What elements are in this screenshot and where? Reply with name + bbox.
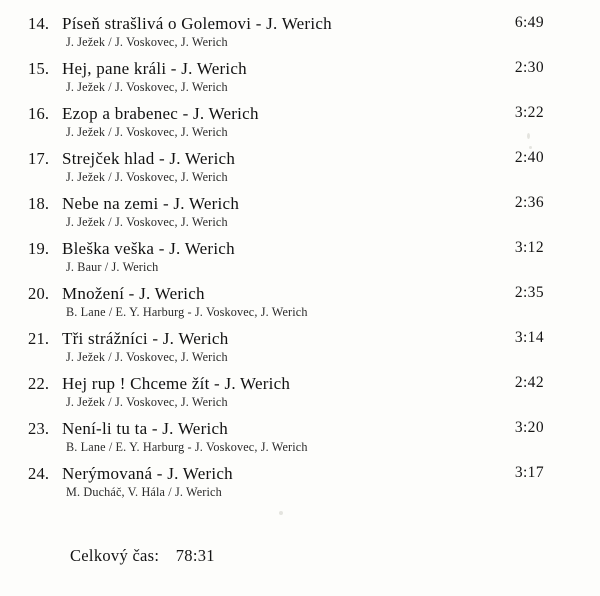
- track-number: 14.: [28, 14, 50, 33]
- track-number: 17.: [28, 149, 50, 168]
- track-number: 19.: [28, 239, 50, 258]
- track-duration: 3:12: [514, 239, 544, 256]
- track-title: Tři strážníci - J. Werich: [62, 329, 229, 348]
- list-item: [0, 104, 600, 140]
- list-item: [0, 14, 600, 50]
- list-item: [0, 59, 600, 95]
- track-main: [28, 149, 544, 169]
- list-item: [0, 284, 600, 320]
- track-number: 24.: [28, 464, 50, 483]
- track-title: Hej, pane králi - J. Werich: [62, 59, 247, 78]
- track-credit: J. Ježek / J. Voskovec, J. Werich: [66, 80, 228, 94]
- track-number: 23.: [28, 419, 50, 438]
- list-item: [0, 239, 600, 275]
- total-time-value: 78:31: [175, 546, 215, 565]
- track-title: Množení - J. Werich: [62, 284, 205, 303]
- track-main: [28, 284, 544, 304]
- list-item: [0, 194, 600, 230]
- track-credit: J. Ježek / J. Voskovec, J. Werich: [66, 35, 228, 49]
- track-main: [28, 464, 544, 484]
- track-credit: B. Lane / E. Y. Harburg - J. Voskovec, J. Werich: [66, 440, 308, 454]
- track-main: [28, 104, 544, 124]
- track-main: [28, 194, 544, 214]
- scan-speck: [279, 511, 283, 515]
- track-credit: M. Ducháč, V. Hála / J. Werich: [66, 485, 222, 499]
- track-title: Bleška veška - J. Werich: [62, 239, 235, 258]
- track-number: 18.: [28, 194, 50, 213]
- track-duration: 2:30: [514, 59, 544, 76]
- track-duration: 3:14: [514, 329, 544, 346]
- track-main: [28, 59, 544, 79]
- track-main: [28, 239, 544, 259]
- track-duration: 3:17: [514, 464, 544, 481]
- track-credit: J. Ježek / J. Voskovec, J. Werich: [66, 125, 228, 139]
- track-number: 16.: [28, 104, 50, 123]
- track-main: [28, 14, 544, 34]
- track-title: Nebe na zemi - J. Werich: [62, 194, 240, 213]
- track-credit: J. Baur / J. Werich: [66, 260, 159, 274]
- track-title: Nerýmovaná - J. Werich: [62, 464, 233, 483]
- track-duration: 6:49: [514, 14, 544, 31]
- track-title: Píseň strašlivá o Golemovi - J. Werich: [62, 14, 332, 33]
- track-duration: 2:36: [514, 194, 544, 211]
- list-item: [0, 464, 600, 500]
- track-title: Strejček hlad - J. Werich: [62, 149, 236, 168]
- track-number: 22.: [28, 374, 50, 393]
- list-item: [0, 374, 600, 410]
- track-duration: 2:40: [514, 149, 544, 166]
- track-number: 21.: [28, 329, 50, 348]
- track-duration: 2:35: [514, 284, 544, 301]
- track-title: Není-li tu ta - J. Werich: [62, 419, 229, 438]
- track-duration: 3:22: [514, 104, 544, 121]
- track-main: [28, 374, 544, 394]
- track-title: Ezop a brabenec - J. Werich: [62, 104, 259, 123]
- total-time-label: Celkový čas:: [70, 546, 160, 565]
- track-main: [28, 329, 544, 349]
- track-credit: J. Ježek / J. Voskovec, J. Werich: [66, 170, 228, 184]
- track-credit: B. Lane / E. Y. Harburg - J. Voskovec, J. Werich: [66, 305, 308, 319]
- track-number: 15.: [28, 59, 50, 78]
- track-credit: J. Ježek / J. Voskovec, J. Werich: [66, 350, 228, 364]
- track-duration: 3:20: [514, 419, 544, 436]
- list-item: [0, 419, 600, 455]
- total-time: [70, 546, 215, 566]
- track-title: Hej rup ! Chceme žít - J. Werich: [62, 374, 291, 393]
- track-main: [28, 419, 544, 439]
- track-duration: 2:42: [514, 374, 544, 391]
- track-number: 20.: [28, 284, 50, 303]
- track-credit: J. Ježek / J. Voskovec, J. Werich: [66, 215, 228, 229]
- list-item: [0, 149, 600, 185]
- list-item: [0, 329, 600, 365]
- track-credit: J. Ježek / J. Voskovec, J. Werich: [66, 395, 228, 409]
